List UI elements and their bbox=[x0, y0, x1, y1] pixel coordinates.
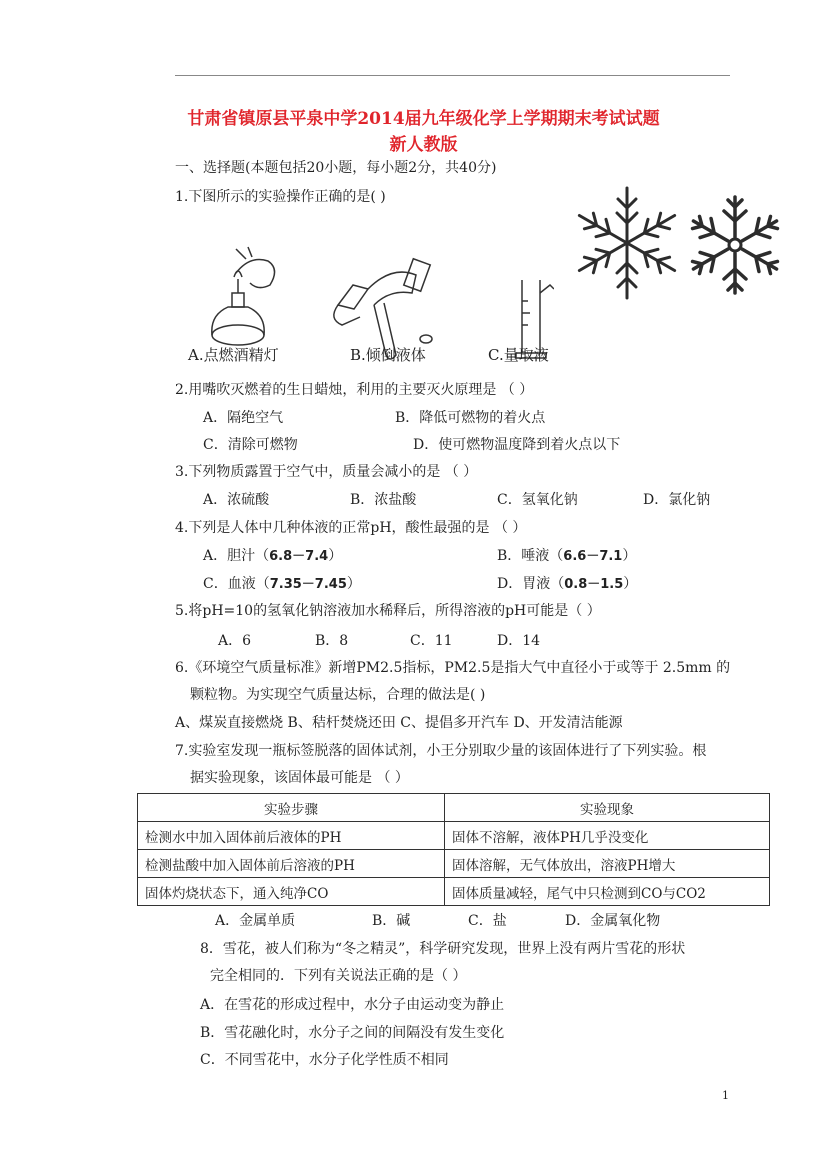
experiment-table bbox=[137, 793, 770, 906]
q3-option-b: B．浓盐酸 bbox=[350, 492, 417, 508]
table-header: 实验现象 bbox=[445, 794, 770, 822]
q2-option-d: D．使可燃物温度降到着火点以下 bbox=[413, 437, 621, 453]
table-header: 实验步骤 bbox=[138, 794, 445, 822]
q7-option-a: A．金属单质 bbox=[215, 913, 296, 929]
q6-line2: 颗粒物。为实现空气质量达标，合理的做法是( ) bbox=[190, 687, 486, 703]
q3-option-d: D．氯化钠 bbox=[643, 492, 711, 508]
page-subtitle: 新人教版 bbox=[389, 135, 458, 155]
q7-option-c: C．盐 bbox=[468, 913, 507, 929]
q3-stem: 3.下列物质露置于空气中，质量会减小的是 （ ） bbox=[175, 464, 478, 480]
page-title: 甘肃省镇原县平泉中学2014届九年级化学上学期期末考试试题 bbox=[187, 109, 660, 129]
q5-option-c: C．11 bbox=[410, 633, 453, 649]
q5-option-d: D．14 bbox=[497, 633, 541, 649]
q2-option-a: A．隔绝空气 bbox=[203, 410, 284, 426]
q5-option-a: A．6 bbox=[218, 633, 252, 649]
table-header-row bbox=[138, 794, 770, 822]
table-row bbox=[138, 822, 770, 850]
q7-option-d: D．金属氧化物 bbox=[565, 913, 661, 929]
q8-option-a: A．在雪花的形成过程中，水分子由运动变为静止 bbox=[200, 997, 505, 1013]
header-rule bbox=[175, 75, 730, 76]
q7-line1: 7.实验室发现一瓶标签脱落的固体试剂，小王分别取少量的该固体进行了下列实验。根 bbox=[175, 743, 707, 759]
table-cell: 固体不溶解，液体PH几乎没变化 bbox=[445, 822, 770, 850]
q8-option-b: B．雪花融化时，水分子之间的间隔没有发生变化 bbox=[200, 1025, 505, 1041]
q8-line1: 8．雪花，被人们称为“冬之精灵”，科学研究发现，世界上没有两片雪花的形状 bbox=[200, 941, 686, 957]
table-cell: 固体溶解，无气体放出，溶液PH增大 bbox=[445, 850, 770, 878]
table-row bbox=[138, 850, 770, 878]
snowflake-photos bbox=[575, 183, 785, 303]
section-heading: 一、选择题(本题包括20小题，每小题2分，共40分) bbox=[175, 160, 497, 176]
q8-line2: 完全相同的．下列有关说法正确的是（ ） bbox=[210, 968, 467, 984]
q1-label-c: C.量取液 bbox=[488, 346, 549, 364]
q6-line1: 6.《环境空气质量标准》新增PM2.5指标，PM2.5是指大气中直径小于或等于 2.5mm 的 bbox=[175, 660, 731, 676]
q1-label-a: A.点燃酒精灯 bbox=[188, 346, 279, 364]
table-row bbox=[138, 878, 770, 906]
q8-option-c: C．不同雪花中，水分子化学性质不相同 bbox=[200, 1052, 449, 1068]
q2-option-b: B．降低可燃物的着火点 bbox=[395, 410, 546, 426]
q7-line2: 据实验现象，该固体最可能是 （ ） bbox=[190, 770, 409, 786]
table-cell: 检测水中加入固体前后液体的PH bbox=[138, 822, 445, 850]
q7-option-b: B．碱 bbox=[372, 913, 411, 929]
table-cell: 固体质量减轻，尾气中只检测到CO与CO2 bbox=[445, 878, 770, 906]
q1-stem: 1.下图所示的实验操作正确的是( ) bbox=[175, 189, 386, 205]
q4-stem: 4.下列是人体中几种体液的正常pH，酸性最强的是 （ ） bbox=[175, 520, 527, 536]
table-cell: 检测盐酸中加入固体前后溶液的PH bbox=[138, 850, 445, 878]
q6-options: A、煤炭直接燃烧 B、秸杆焚烧还田 C、提倡多开汽车 D、开发清洁能源 bbox=[175, 715, 623, 731]
q1-label-b: B.倾倒液体 bbox=[350, 346, 426, 364]
q5-option-b: B．8 bbox=[315, 633, 349, 649]
q4-option-c: C．血液（7.35－7.45） bbox=[203, 576, 361, 592]
q4-option-a: A．胆汁（6.8－7.4） bbox=[203, 548, 343, 564]
table-cell: 固体灼烧状态下，通入纯净CO bbox=[138, 878, 445, 906]
q2-option-c: C．清除可燃物 bbox=[203, 437, 298, 453]
page-number: 1 bbox=[722, 1089, 729, 1102]
q3-option-a: A．浓硫酸 bbox=[203, 492, 270, 508]
q2-stem: 2.用嘴吹灭燃着的生日蜡烛，利用的主要灭火原理是 （ ） bbox=[175, 382, 534, 398]
q4-option-d: D．胃液（0.8－1.5） bbox=[497, 576, 638, 592]
q5-stem: 5.将pH=10的氢氧化钠溶液加水稀释后，所得溶液的pH可能是（ ） bbox=[175, 603, 601, 619]
q3-option-c: C．氢氧化钠 bbox=[497, 492, 578, 508]
q4-option-b: B．唾液（6.6－7.1） bbox=[497, 548, 637, 564]
